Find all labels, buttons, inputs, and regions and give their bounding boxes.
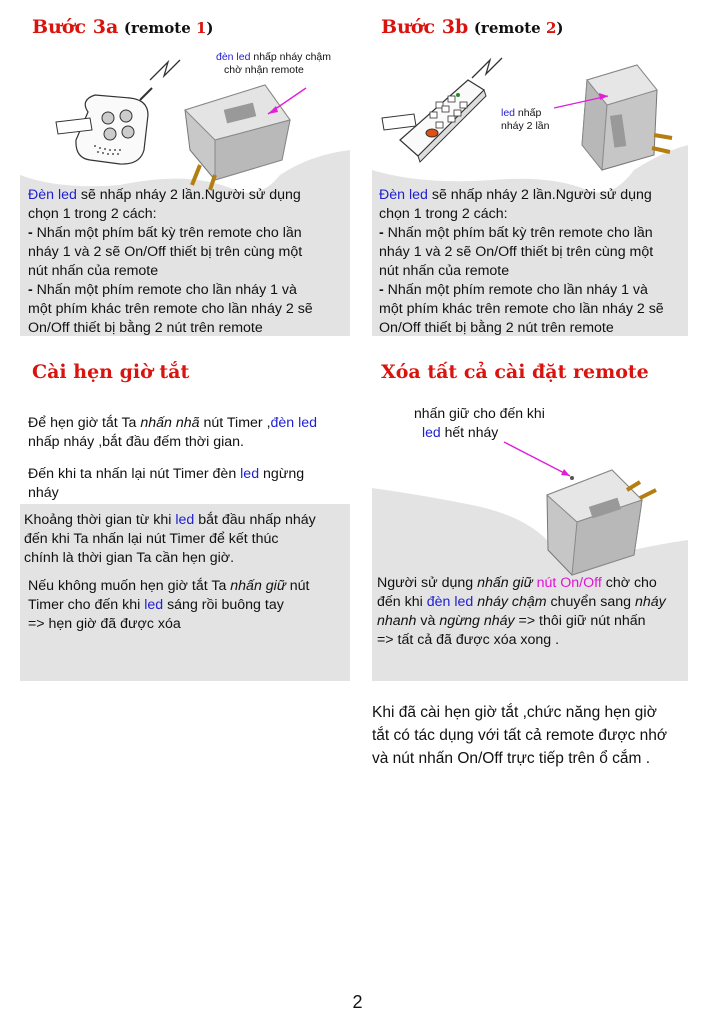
timer-note: Khi đã cài hẹn giờ tắt ,chức năng hẹn giờ tắt có tác dụng với tất cả remote được nhớ và nút nhấn On/Off trực tiếp trên ổ cắm . [372,704,668,767]
callout-reset: nhấn giữ cho đến khi led hết nháy [414,405,545,440]
callout-arrow [504,442,570,476]
signal-icon [150,60,180,80]
timer-paragraph-4: Nếu không muốn hẹn giờ tắt Ta nhấn giữ nút Timer cho đến khi led sáng rồi buông tay => hẹn giờ đã được xóa [28,578,310,632]
timer-paragraph-2: Đến khi ta nhấn lại nút Timer đèn led ngừng nháy [28,466,305,501]
bar-remote-illustration [382,80,486,162]
timer-paragraph-1: Để hẹn giờ tắt Ta nhấn nhã nút Timer ,đèn led nhấp nháy ,bắt đầu đếm thời gian. [28,415,318,450]
reset-instructions: Người sử dụng nhấn giữ nút On/Off chờ cho đến khi đèn led nháy chậm chuyển sang nháy nhanh và ngừng nháy => thôi giữ nút nhấn => tất cả đã được xóa xong . [377,575,666,648]
callout-3b: led nhấp nháy 2 lần [501,107,550,132]
instructions-3b: Đèn led sẽ nhấp nháy 2 lần.Người sử dụng chọn 1 trong 2 cách: - Nhấn một phím bất kỳ trên remote cho lần nháy 1 và 2 sẽ On/Off thiết bị trên cùng một nút nhấn của remote - Nhấn một phím remote cho lần nháy 1 và một phím khác trên remote cho lần nháy 2 sẽ On/Off thiết bị bằng 2 nút trên remote [379,187,664,336]
timer-paragraph-3: Khoảng thời gian từ khi led bắt đầu nhấp nháy đến khi Ta nhấn lại nút Timer để kết thúc chính là thời gian Ta cần hẹn giờ. [24,512,316,566]
instructions-3a: Đèn led sẽ nhấp nháy 2 lần.Người sử dụng chọn 1 trong 2 cách: - Nhấn một phím bất kỳ trên remote cho lần nháy 1 và 2 sẽ On/Off thiết bị trên cùng một nút nhấn của remote - Nhấn một phím remote cho lần nháy 1 và một phím khác trên remote cho lần nháy 2 sẽ On/Off thiết bị bằng 2 nút trên remote [28,187,313,336]
heading-main: Bước 3b [381,16,469,38]
smart-plug-illustration [185,85,290,190]
heading-buoc-3a [32,16,214,38]
page-number: 2 [352,992,363,1012]
heading-main: Bước 3a [32,16,119,38]
smart-plug-illustration [582,65,672,170]
callout-3a: đèn led nhấp nháy chậm chờ nhận remote [216,51,332,76]
heading-timer: Cài hẹn giờ tắt [32,361,190,383]
heading-reset: Xóa tất cả cài đặt remote [381,361,649,383]
heading-buoc-3b [381,16,564,38]
keyfob-remote-illustration [56,88,152,164]
signal-icon [472,58,502,78]
heading-sub: (remote 2) [473,19,564,37]
heading-sub: (remote 1) [123,19,214,37]
